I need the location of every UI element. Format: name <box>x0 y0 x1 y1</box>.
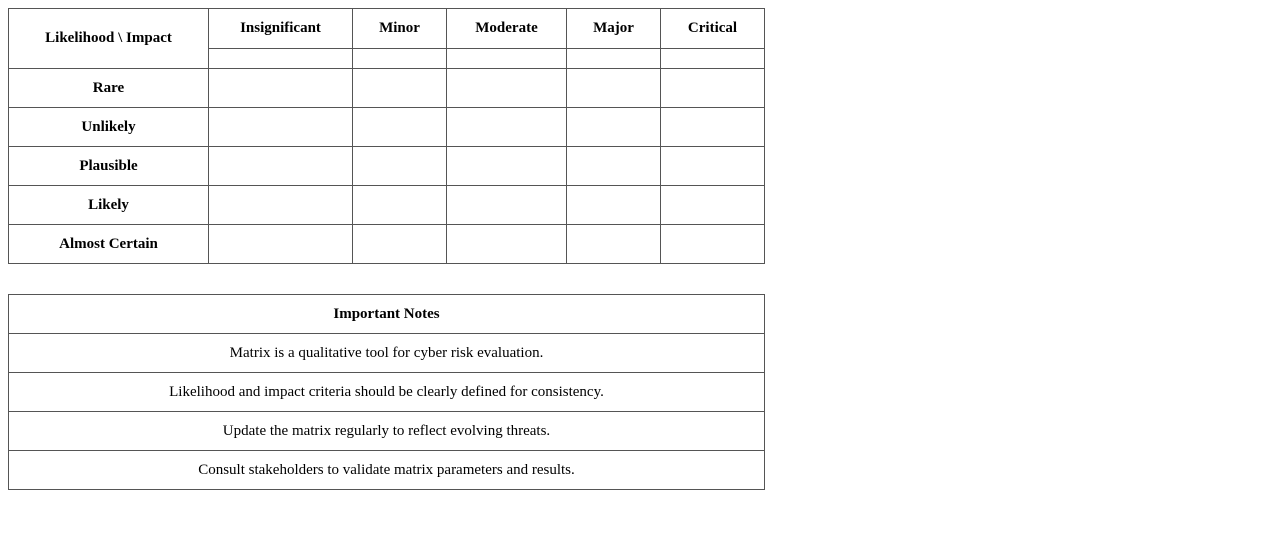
matrix-cell <box>661 69 765 108</box>
impact-header-major: Major <box>567 9 661 49</box>
matrix-cell <box>447 147 567 186</box>
matrix-cell <box>353 225 447 264</box>
matrix-cell <box>567 108 661 147</box>
matrix-cell <box>209 69 353 108</box>
impact-header-critical: Critical <box>661 9 765 49</box>
likelihood-header-almost-certain: Almost Certain <box>9 225 209 264</box>
likelihood-header-likely: Likely <box>9 186 209 225</box>
matrix-cell <box>661 147 765 186</box>
matrix-cell <box>447 225 567 264</box>
matrix-cell <box>661 225 765 264</box>
matrix-row <box>9 108 765 147</box>
impact-header-moderate: Moderate <box>447 9 567 49</box>
matrix-cell <box>661 108 765 147</box>
note-item: Likelihood and impact criteria should be clearly defined for consistency. <box>9 373 765 412</box>
sub-header-cell <box>353 48 447 68</box>
sub-header-cell <box>209 48 353 68</box>
matrix-cell <box>353 69 447 108</box>
matrix-cell <box>209 186 353 225</box>
matrix-row <box>9 186 765 225</box>
matrix-cell <box>447 108 567 147</box>
matrix-cell <box>567 147 661 186</box>
matrix-row <box>9 225 765 264</box>
notes-title: Important Notes <box>9 295 765 334</box>
sub-header-cell <box>447 48 567 68</box>
matrix-cell <box>447 69 567 108</box>
matrix-cell <box>209 225 353 264</box>
sub-header-cell <box>661 48 765 68</box>
matrix-cell <box>567 69 661 108</box>
matrix-row <box>9 147 765 186</box>
matrix-cell <box>209 147 353 186</box>
matrix-cell <box>209 108 353 147</box>
note-item: Consult stakeholders to validate matrix parameters and results. <box>9 451 765 490</box>
matrix-row <box>9 69 765 108</box>
likelihood-header-unlikely: Unlikely <box>9 108 209 147</box>
matrix-cell <box>353 147 447 186</box>
matrix-cell <box>567 186 661 225</box>
matrix-cell <box>447 186 567 225</box>
sub-header-cell <box>567 48 661 68</box>
matrix-cell <box>567 225 661 264</box>
likelihood-header-rare: Rare <box>9 69 209 108</box>
important-notes-table <box>8 294 765 490</box>
matrix-cell <box>353 108 447 147</box>
note-item: Update the matrix regularly to reflect evolving threats. <box>9 412 765 451</box>
impact-header-insignificant: Insignificant <box>209 9 353 49</box>
risk-matrix-table <box>8 8 765 264</box>
matrix-cell <box>661 186 765 225</box>
matrix-cell <box>353 186 447 225</box>
impact-header-minor: Minor <box>353 9 447 49</box>
note-item: Matrix is a qualitative tool for cyber risk evaluation. <box>9 334 765 373</box>
corner-header: Likelihood \ Impact <box>9 9 209 69</box>
likelihood-header-plausible: Plausible <box>9 147 209 186</box>
